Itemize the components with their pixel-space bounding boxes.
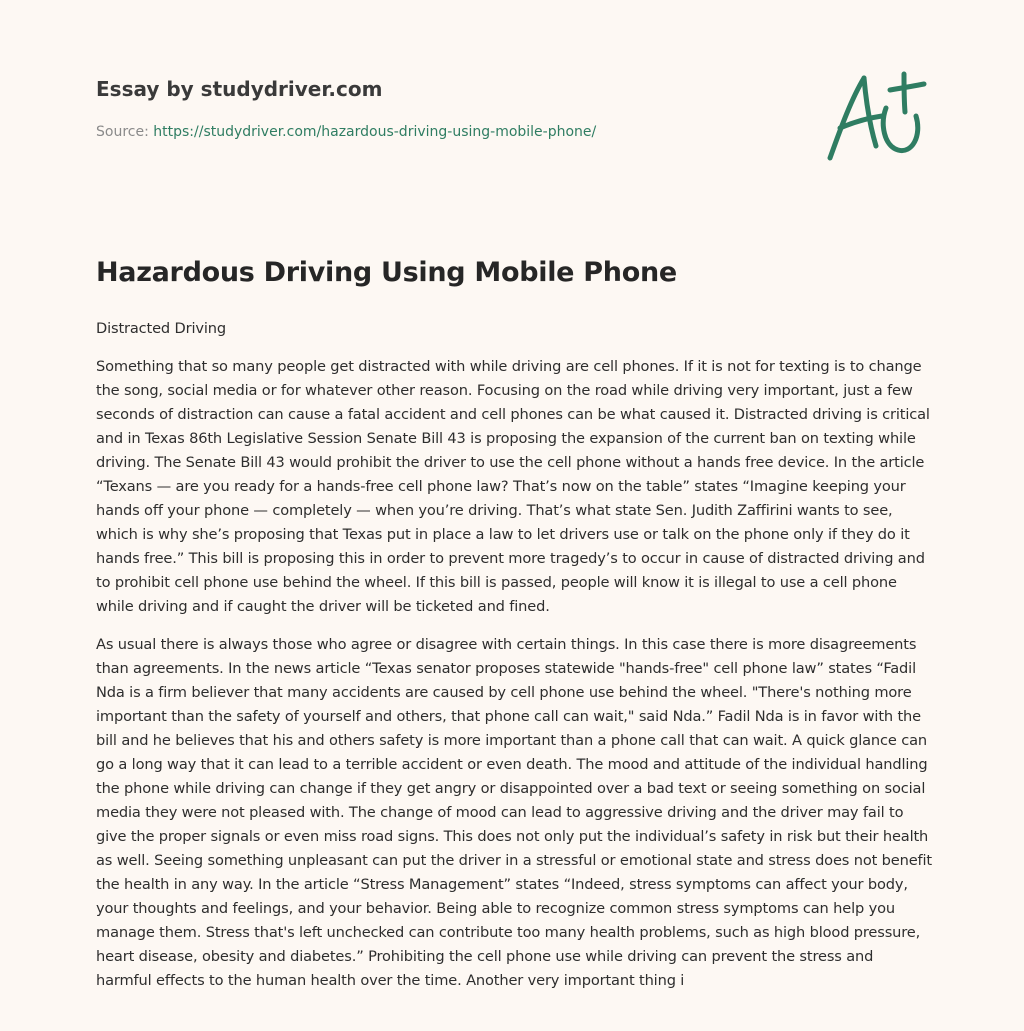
source-line <box>96 124 596 140</box>
a-plus-grade-icon <box>820 66 930 166</box>
essay-paragraph: As usual there is always those who agree or disagree with certain things. In this case there is more disagreements than agreements. In the news article “Texas senator proposes statewide "hands-free" cell phone law” states “Fadil Nda is a firm believer that many accidents are caused by cell phone use behind the wheel. "There's nothing more important than the safety of yourself and others, that phone call can wait," said Nda.” Fadil Nda is in favor with the bill and he believes that his and others safety is more important than a phone call that can wait. A quick glance can go a long way that it can lead to a terrible accident or even death. The mood and attitude of the individual handling the phone while driving can change if they get angry or disappointed over a bad text or seeing something on social media they were not pleased with. The change of mood can lead to aggressive driving and the driver may fail to give the proper signals or even miss road signs. This does not only put the individual’s safety in risk but their health as well. Seeing something unpleasant can put the driver in a stressful or emotional state and stress does not benefit the health in any way. In the article “Stress Management” states “Indeed, stress symptoms can affect your body, your thoughts and feelings, and your behavior. Being able to recognize common stress symptoms can help you manage them. Stress that's left unchecked can contribute too many health problems, such as high blood pressure, heart disease, obesity and diabetes.” Prohibiting the cell phone use while driving can prevent the stress and harmful effects to the human health over the time. Another very important thing i <box>96 636 932 989</box>
essay-paragraph: Something that so many people get distracted with while driving are cell phones. If it is not for texting is to change the song, social media or for whatever other reason. Focusing on the road while driving very important, just a few seconds of distraction can cause a fatal accident and cell phones can be what caused it. Distracted driving is critical and in Texas 86th Legislative Session Senate Bill 43 is proposing the expansion of the current ban on texting while driving. The Senate Bill 43 would prohibit the driver to use the cell phone without a hands free device. In the article “Texans — are you ready for a hands-free cell phone law? That’s now on the table” states “Imagine keeping your hands off your phone — completely — when you’re driving. That’s what state Sen. Judith Zaffirini wants to see, which is why she’s proposing that Texas put in place a law to let drivers use or talk on the phone only if they do it hands free.” This bill is proposing this in order to prevent more tragedy’s to occur in cause of distracted driving and to prohibit cell phone use behind the wheel. If this bill is passed, people will know it is illegal to use a cell phone while driving and if caught the driver will be ticketed and fined. <box>96 358 930 615</box>
site-brand: Essay by studydriver.com <box>96 77 383 101</box>
page-title: Hazardous Driving Using Mobile Phone <box>96 257 677 288</box>
essay-body <box>96 317 932 1007</box>
source-link[interactable]: https://studydriver.com/hazardous-driving-using-mobile-phone/ <box>153 124 597 140</box>
essay-subtitle: Distracted Driving <box>96 320 226 337</box>
source-label: Source: <box>96 124 149 140</box>
